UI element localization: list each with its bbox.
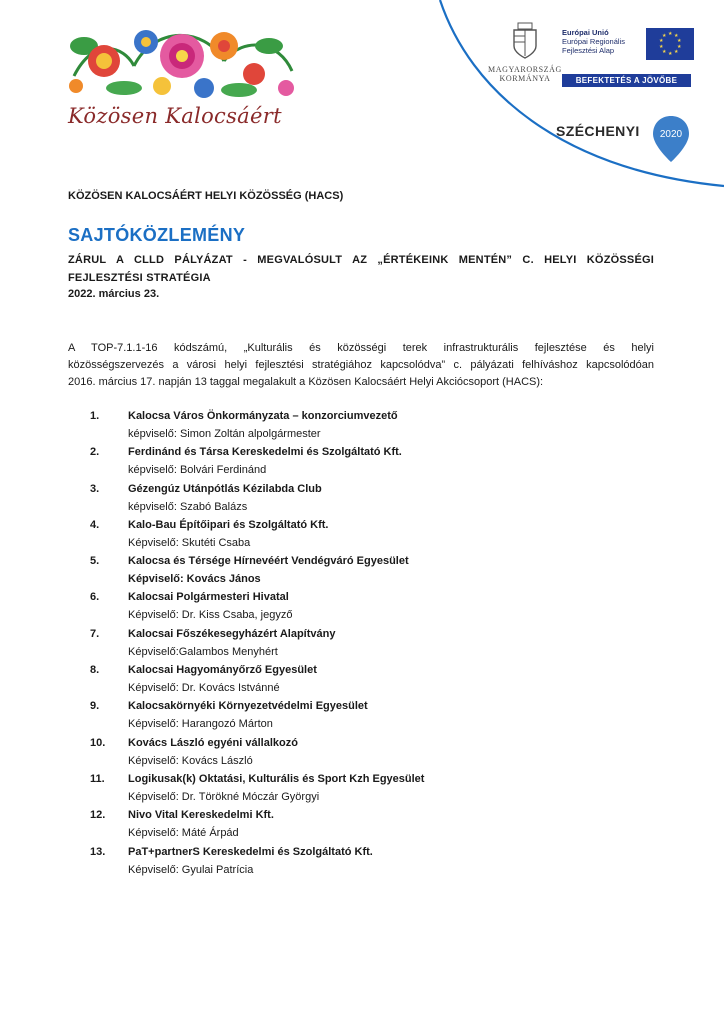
svg-text:★: ★ <box>662 33 667 39</box>
member-representative: Képviselő: Dr. Kovács Istvánné <box>128 682 280 695</box>
list-item <box>68 628 654 664</box>
eu-flag-icon <box>646 28 694 60</box>
szechenyi-2020-logo <box>556 114 696 166</box>
press-release <box>68 190 654 876</box>
gov-line2: KORMÁNYA <box>499 74 551 83</box>
intro-paragraph <box>68 340 654 391</box>
member-representative: képviselő: Bolvári Ferdinánd <box>128 464 267 477</box>
item-number: 5. <box>90 555 100 568</box>
list-item <box>68 846 654 882</box>
member-name: Kovács László egyéni vállalkozó <box>128 736 298 749</box>
eu-sub2: Fejlesztési Alap <box>562 46 615 55</box>
svg-text:★: ★ <box>662 49 667 55</box>
svg-text:★: ★ <box>674 33 679 39</box>
szechenyi-year: 2020 <box>659 129 683 140</box>
gov-line1: MAGYARORSZÁG <box>488 65 562 74</box>
item-number: 6. <box>90 591 100 604</box>
member-representative: Képviselő: Kovács László <box>128 754 253 767</box>
intro-line2: közösségszervezés a városi helyi fejlesztési stratégiához kapcsolódva” c. pályázati felhíváshoz kapcsolódóan <box>68 359 654 371</box>
list-item <box>68 446 654 482</box>
member-name: Kalocsai Főszékesegyházért Alapítvány <box>128 627 336 640</box>
member-representative: képviselő: Szabó Balázs <box>128 500 248 513</box>
eu-title: Európai Unió <box>562 28 609 37</box>
item-number: 8. <box>90 664 100 677</box>
member-list <box>68 410 654 882</box>
member-name: Kalocsa és Térsége Hírnevéért Vendégváró Egyesület <box>128 555 409 568</box>
svg-text:★: ★ <box>659 38 664 44</box>
list-item <box>68 555 654 591</box>
list-item <box>68 737 654 773</box>
szechenyi-text: SZÉCHENYI <box>556 123 640 139</box>
member-name: Ferdinánd és Társa Kereskedelmi és Szolgáltató Kft. <box>128 446 402 459</box>
member-name: Kalocsai Polgármesteri Hivatal <box>128 591 289 604</box>
member-representative: Képviselő: Dr. Törökné Móczár Györgyi <box>128 790 320 803</box>
item-number: 11. <box>90 772 105 785</box>
member-representative: Képviselő: Dr. Kiss Csaba, jegyző <box>128 609 293 622</box>
list-item <box>68 809 654 845</box>
document-title: SAJTÓKÖZLEMÉNY <box>68 225 246 245</box>
coat-of-arms-icon <box>510 22 540 60</box>
item-number: 7. <box>90 627 100 640</box>
logo-text: Közösen Kalocsáért <box>68 104 282 128</box>
list-item <box>68 483 654 519</box>
intro-line1: A TOP-7.1.1-16 kódszámú, „Kulturális és közösségi terek infrastrukturális fejlesztése és helyi <box>68 342 654 354</box>
item-number: 9. <box>90 700 100 713</box>
subject <box>68 251 654 287</box>
member-name: Kalocsakörnyéki Környezetvédelmi Egyesület <box>128 700 368 713</box>
item-number: 2. <box>90 446 100 459</box>
subject-line1: ZÁRUL A CLLD PÁLYÁZAT - MEGVALÓSULT AZ „ÉRTÉKEINK MENTÉN” C. HELYI KÖZÖSSÉGI <box>68 254 654 266</box>
list-item <box>68 591 654 627</box>
svg-text:★: ★ <box>668 31 673 37</box>
eu-sub1: Európai Regionális <box>562 37 625 46</box>
member-representative: Képviselő: Kovács János <box>128 573 261 586</box>
member-name: Nivo Vital Kereskedelmi Kft. <box>128 809 274 822</box>
list-item <box>68 773 654 809</box>
svg-text:★: ★ <box>677 44 682 50</box>
map-pin-icon <box>651 114 691 164</box>
member-name: Kalo-Bau Építőipari és Szolgáltató Kft. <box>128 518 329 531</box>
member-representative: Képviselő:Galambos Menyhért <box>128 645 278 658</box>
member-name: Gézengúz Utánpótlás Kézilabda Club <box>128 482 322 495</box>
item-number: 1. <box>90 410 100 422</box>
member-representative: Képviselő: Skutéti Csaba <box>128 536 251 549</box>
list-item <box>68 410 654 446</box>
svg-text:★: ★ <box>674 49 679 55</box>
member-representative: Képviselő: Máté Árpád <box>128 827 239 840</box>
eu-banner: BEFEKTETÉS A JÖVŐBE <box>562 74 691 87</box>
item-number: 13. <box>90 845 106 858</box>
svg-text:★: ★ <box>677 38 682 44</box>
item-number: 12. <box>90 809 106 822</box>
organization-name: KÖZÖSEN KALOCSÁÉRT HELYI KÖZÖSSÉG (HACS) <box>68 190 344 202</box>
list-item <box>68 700 654 736</box>
svg-text:★: ★ <box>659 44 664 50</box>
member-name: Logikusak(k) Oktatási, Kulturális és Sport Kzh Egyesület <box>128 772 425 785</box>
release-date: 2022. március 23. <box>68 288 160 300</box>
list-item <box>68 664 654 700</box>
member-representative: Képviselő: Harangozó Márton <box>128 718 273 731</box>
item-number: 3. <box>90 482 100 495</box>
member-name: Kalocsai Hagyományőrző Egyesület <box>128 664 317 677</box>
subject-line2: FEJLESZTÉSI STRATÉGIA <box>68 272 211 284</box>
intro-line3: 2016. március 17. napján 13 taggal megalakult a Közösen Kalocsáért Helyi Akciócsoport (HACS): <box>68 376 544 388</box>
member-name: PaT+partnerS Kereskedelmi és Szolgáltató Kft. <box>128 845 373 858</box>
government-logo <box>485 22 565 83</box>
svg-text:★: ★ <box>668 51 673 57</box>
eu-logo <box>562 28 694 85</box>
item-number: 4. <box>90 518 100 531</box>
member-representative: képviselő: Simon Zoltán alpolgármester <box>128 428 321 440</box>
list-item <box>68 519 654 555</box>
item-number: 10. <box>90 736 106 749</box>
member-representative: Képviselő: Gyulai Patrícia <box>128 863 254 876</box>
member-name: Kalocsa Város Önkormányzata – konzorciumvezető <box>128 410 398 422</box>
